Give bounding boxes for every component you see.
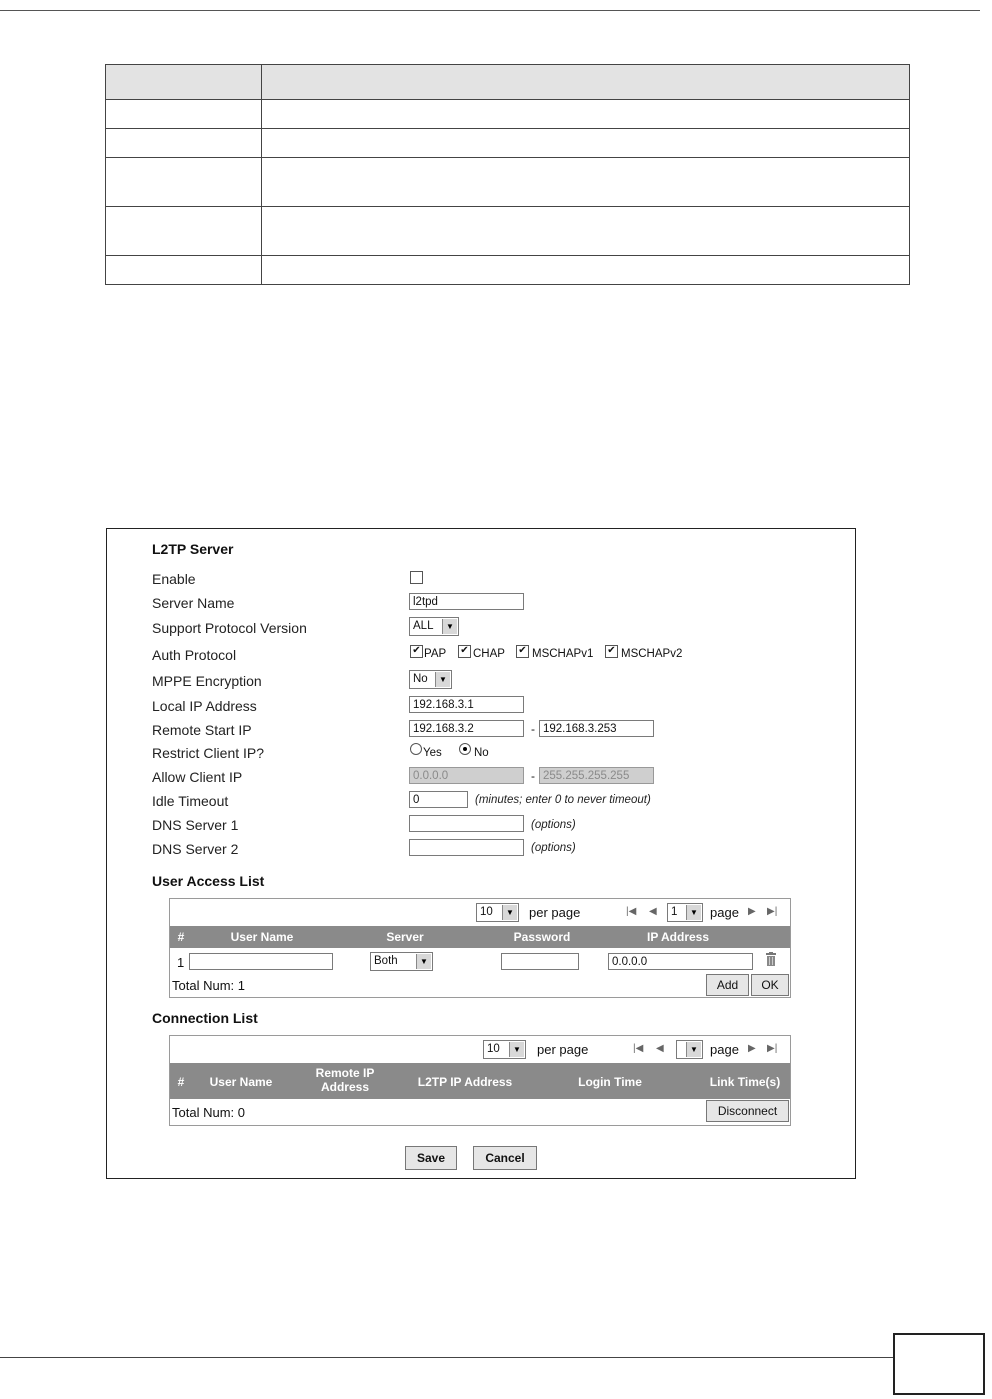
user-list-header: [170, 926, 790, 948]
allow-client-label: Allow Client IP: [152, 769, 243, 785]
col-user-name: User Name: [230, 930, 294, 944]
trash-icon[interactable]: [766, 952, 776, 966]
restrict-yes-radio[interactable]: [410, 743, 422, 755]
user-per-page-value: 10: [480, 906, 493, 918]
prev-page-icon[interactable]: ◀: [649, 906, 657, 917]
dns2-input[interactable]: [409, 839, 524, 856]
user-server-value: Both: [374, 955, 398, 967]
check-icon: ✔: [460, 645, 469, 656]
auth-mschapv1-checkbox[interactable]: [516, 645, 529, 658]
user-server-select[interactable]: [370, 952, 433, 971]
auth-mschapv2-label: MSCHAPv2: [621, 648, 683, 660]
col-remote-ip-address: Address: [320, 1080, 370, 1094]
conn-per-page-value: 10: [487, 1043, 500, 1055]
auth-pap-label: PAP: [424, 648, 447, 660]
conn-per-page-select[interactable]: [483, 1040, 526, 1059]
range-dash: -: [531, 722, 535, 736]
chevron-down-icon: ▼: [416, 954, 431, 969]
user-per-page-select[interactable]: [476, 903, 519, 922]
auth-protocol-label: Auth Protocol: [152, 647, 237, 663]
protocol-version-select[interactable]: [409, 617, 459, 636]
conn-total: Total Num: 0: [172, 1105, 245, 1120]
description-table: [105, 64, 910, 285]
auth-chap-checkbox[interactable]: [458, 645, 471, 658]
allow-end-input[interactable]: 255.255.255.255: [539, 767, 654, 784]
col-l2tp-ip: L2TP IP Address: [417, 1075, 513, 1089]
dns2-hint: (options): [531, 842, 576, 854]
prev-page-icon[interactable]: ◀: [656, 1043, 664, 1054]
user-password-input[interactable]: [501, 953, 579, 970]
dns1-hint: (options): [531, 819, 576, 831]
col-index: #: [177, 930, 185, 944]
chevron-down-icon: ▼: [686, 905, 701, 920]
save-button[interactable]: Save: [405, 1146, 457, 1170]
footer-rule: [0, 1357, 893, 1358]
ok-button[interactable]: OK: [751, 974, 789, 996]
auth-mschapv2-checkbox[interactable]: [605, 645, 618, 658]
col-ip-address: IP Address: [646, 930, 710, 944]
protocol-version-label: Support Protocol Version: [152, 620, 307, 636]
remote-end-input[interactable]: 192.168.3.253: [539, 720, 654, 737]
col-password: Password: [513, 930, 571, 944]
check-icon: ✔: [518, 645, 527, 656]
table-row: [106, 207, 910, 256]
user-page-value: 1: [671, 906, 678, 918]
idle-timeout-hint: (minutes; enter 0 to never timeout): [475, 794, 651, 806]
auth-mschapv1-label: MSCHAPv1: [532, 648, 594, 660]
page-number-box: [893, 1333, 985, 1395]
table-row: [106, 158, 910, 207]
dns1-label: DNS Server 1: [152, 817, 239, 833]
disconnect-button[interactable]: Disconnect: [706, 1100, 789, 1122]
user-per-page-label: per page: [529, 905, 581, 920]
restrict-yes-label: Yes: [423, 747, 442, 759]
chevron-down-icon: ▼: [686, 1042, 701, 1057]
col-remote-ip: Remote IP: [315, 1066, 375, 1080]
user-access-list-title: User Access List: [152, 873, 265, 889]
allow-start-input[interactable]: 0.0.0.0: [409, 767, 524, 784]
enable-label: Enable: [152, 571, 196, 587]
last-page-icon[interactable]: ▶|: [767, 906, 778, 917]
col-link-time: Link Time(s): [709, 1075, 781, 1089]
col-server: Server: [386, 930, 424, 944]
chevron-down-icon: ▼: [442, 619, 457, 634]
table-row: [106, 256, 910, 285]
restrict-client-label: Restrict Client IP?: [152, 745, 265, 761]
connection-list: [169, 1035, 791, 1126]
server-name-input[interactable]: l2tpd: [409, 593, 524, 610]
range-dash: -: [531, 769, 535, 783]
auth-chap-label: CHAP: [473, 648, 505, 660]
chevron-down-icon: ▼: [509, 1042, 524, 1057]
first-page-icon[interactable]: |◀: [633, 1043, 644, 1054]
col-index: #: [177, 1075, 185, 1089]
restrict-no-radio[interactable]: [459, 743, 471, 755]
conn-page-select[interactable]: [676, 1040, 703, 1059]
header-rule: [0, 10, 980, 11]
table-row: [106, 100, 910, 129]
idle-timeout-input[interactable]: 0: [409, 791, 468, 808]
first-page-icon[interactable]: |◀: [626, 906, 637, 917]
enable-checkbox[interactable]: [410, 571, 423, 584]
last-page-icon[interactable]: ▶|: [767, 1043, 778, 1054]
table-header-row: [106, 65, 910, 100]
col-login-time: Login Time: [578, 1075, 642, 1089]
user-page-label: page: [710, 905, 739, 920]
check-icon: ✔: [412, 645, 421, 656]
user-page-select[interactable]: [667, 903, 703, 922]
mppe-value: No: [413, 673, 428, 685]
server-name-label: Server Name: [152, 595, 235, 611]
l2tp-server-title: L2TP Server: [152, 541, 234, 557]
user-total: Total Num: 1: [172, 978, 245, 993]
user-row-index: 1: [177, 955, 185, 970]
protocol-version-value: ALL: [413, 620, 434, 632]
add-button[interactable]: Add: [706, 974, 749, 996]
auth-pap-checkbox[interactable]: [410, 645, 423, 658]
mppe-select[interactable]: [409, 670, 452, 689]
local-ip-label: Local IP Address: [152, 698, 257, 714]
table-row: [106, 129, 910, 158]
check-icon: ✔: [607, 645, 616, 656]
remote-start-input[interactable]: 192.168.3.2: [409, 720, 524, 737]
user-ip-input[interactable]: 0.0.0.0: [608, 953, 753, 970]
idle-timeout-label: Idle Timeout: [152, 793, 229, 809]
cancel-button[interactable]: Cancel: [473, 1146, 537, 1170]
remote-start-label: Remote Start IP: [152, 722, 252, 738]
next-page-icon[interactable]: ▶: [748, 906, 756, 917]
col-user-name: User Name: [209, 1075, 273, 1089]
l2tp-server-screenshot: [106, 528, 856, 1179]
connection-list-title: Connection List: [152, 1010, 258, 1026]
restrict-no-label: No: [474, 747, 489, 759]
conn-page-label: page: [710, 1042, 739, 1057]
chevron-down-icon: ▼: [435, 672, 450, 687]
dns1-input[interactable]: [409, 815, 524, 832]
local-ip-input[interactable]: 192.168.3.1: [409, 696, 524, 713]
next-page-icon[interactable]: ▶: [748, 1043, 756, 1054]
conn-list-header: [170, 1063, 790, 1099]
chevron-down-icon: ▼: [502, 905, 517, 920]
mppe-label: MPPE Encryption: [152, 673, 262, 689]
dns2-label: DNS Server 2: [152, 841, 239, 857]
user-name-input[interactable]: [189, 953, 333, 970]
conn-per-page-label: per page: [537, 1042, 589, 1057]
user-access-list: [169, 898, 791, 998]
